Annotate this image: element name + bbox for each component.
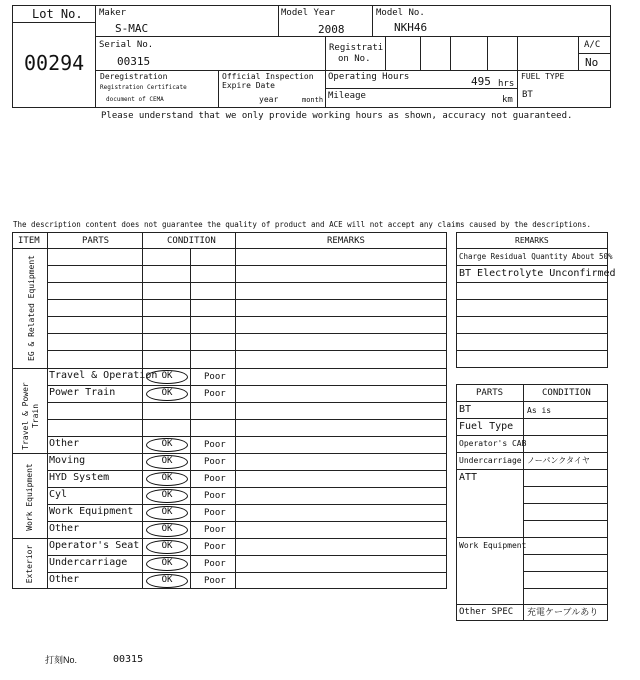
- model-year-value: 2008: [318, 23, 345, 36]
- remark-line-2: BT Electrolyte Unconfirmed: [459, 268, 616, 279]
- serial-value: 00315: [117, 55, 151, 68]
- ok-circle: OK: [146, 574, 188, 588]
- serial-label: Serial No.: [99, 40, 154, 50]
- part-other-work: Other: [49, 523, 80, 534]
- section-eg-label: EG & Related Equipment: [27, 255, 36, 361]
- ok-circle: OK: [146, 557, 188, 571]
- registration-certificate-label: Registration Certificate: [100, 84, 187, 91]
- ok-circle: OK: [146, 540, 188, 554]
- accuracy-notice: Please understand that we only provide working hours as shown, accuracy not guaranteed.: [101, 111, 573, 121]
- section-travel-label: [21, 376, 41, 456]
- part-other-exterior: Other: [49, 574, 80, 585]
- disclaimer: The description content does not guarantee the quality of product and ACE will not accept any claims caused by the descriptions.: [13, 220, 591, 229]
- condition-header: CONDITION: [167, 236, 216, 246]
- right-row-other-spec: Other SPEC: [459, 607, 514, 617]
- fuel-type-value: BT: [522, 90, 533, 100]
- poor-label: Poor: [204, 525, 226, 535]
- poor-label: Poor: [204, 576, 226, 586]
- part-hyd-system: HYD System: [49, 472, 110, 483]
- poor-label: Poor: [204, 491, 226, 501]
- part-travel-operation: Travel & Operation: [49, 370, 158, 381]
- ok-circle: OK: [146, 438, 188, 452]
- right-row-undercarriage-condition: ノーパンクタイヤ: [527, 456, 590, 465]
- ok-circle: OK: [146, 472, 188, 486]
- ac-value: No: [585, 56, 599, 69]
- maker-label: Maker: [99, 8, 127, 18]
- ok-circle: OK: [146, 455, 188, 469]
- ok-circle: OK: [146, 370, 188, 384]
- fuel-type-label: FUEL TYPE: [521, 72, 565, 81]
- right-row-att: ATT: [459, 472, 478, 483]
- poor-label: Poor: [204, 508, 226, 518]
- model-year-label: Model Year: [281, 8, 336, 18]
- right-row-work-equipment: Work Equipment: [459, 541, 527, 550]
- ac-label: A/C: [584, 40, 601, 50]
- right-remarks-header: REMARKS: [515, 236, 549, 245]
- km-unit: km: [502, 95, 513, 105]
- remark-line-1: Charge Residual Quantity About 50%: [459, 252, 613, 261]
- part-power-train: Power Train: [49, 387, 116, 398]
- model-no-value: NKH46: [394, 21, 428, 34]
- poor-label: Poor: [204, 372, 226, 382]
- part-other-travel: Other: [49, 438, 80, 449]
- maker-value: S-MAC: [115, 22, 149, 35]
- year-label: year: [259, 95, 279, 104]
- model-no-label: Model No.: [376, 8, 425, 18]
- stamp-label: 打刻No.: [45, 655, 78, 665]
- poor-label: Poor: [204, 474, 226, 484]
- ok-circle: OK: [146, 523, 188, 537]
- right-row-operators-cab: Operator's CAB: [459, 439, 527, 448]
- part-work-equipment: Work Equipment: [49, 506, 134, 517]
- section-work-label: Work Equipment: [25, 463, 34, 531]
- stamp-value: 00315: [113, 654, 144, 665]
- deregistration-label: Deregistration: [100, 72, 168, 81]
- mileage-label: Mileage: [328, 91, 366, 101]
- section-travel-line2: Train: [31, 403, 40, 429]
- part-undercarriage: Undercarriage: [49, 557, 128, 568]
- inspection-label-2: Expire Date: [222, 81, 275, 90]
- remarks-header: REMARKS: [327, 236, 365, 246]
- condition-table: [12, 232, 447, 589]
- poor-label: Poor: [204, 542, 226, 552]
- right-row-bt: BT: [459, 404, 472, 415]
- poor-label: Poor: [204, 389, 226, 399]
- parts-header: PARTS: [82, 236, 110, 246]
- poor-label: Poor: [204, 457, 226, 467]
- item-header: ITEM: [18, 236, 40, 246]
- inspection-label-1: Official Inspection: [222, 72, 314, 81]
- lot-label: Lot No.: [32, 7, 83, 21]
- ok-circle: OK: [146, 489, 188, 503]
- right-row-other-spec-condition: 充電ケーブルあり: [527, 607, 599, 617]
- right-row-fuel-type: Fuel Type: [459, 421, 514, 432]
- month-label: month: [302, 96, 324, 104]
- cema-label: document of CEMA: [106, 96, 164, 103]
- part-moving: Moving: [49, 455, 86, 466]
- section-travel-line1: Travel & Power: [21, 382, 30, 450]
- ok-circle: OK: [146, 387, 188, 401]
- part-operators-seat: Operator's Seat: [49, 540, 140, 551]
- right-condition-header: CONDITION: [542, 388, 591, 398]
- hrs-unit: hrs: [498, 79, 515, 89]
- section-exterior-label: Exterior: [25, 544, 34, 584]
- operating-hours-value: 495: [471, 75, 491, 88]
- registration-label-2: on No.: [338, 54, 371, 64]
- registration-label-1: Registrati: [329, 43, 384, 53]
- right-row-bt-condition: As is: [527, 406, 552, 415]
- right-row-undercarriage: Undercarriage: [459, 456, 522, 465]
- ok-circle: OK: [146, 506, 188, 520]
- part-cyl: Cyl: [49, 489, 68, 500]
- operating-hours-label: Operating Hours: [328, 72, 410, 82]
- poor-label: Poor: [204, 559, 226, 569]
- lot-number: 00294: [24, 51, 85, 75]
- poor-label: Poor: [204, 440, 226, 450]
- right-parts-header: PARTS: [476, 388, 504, 398]
